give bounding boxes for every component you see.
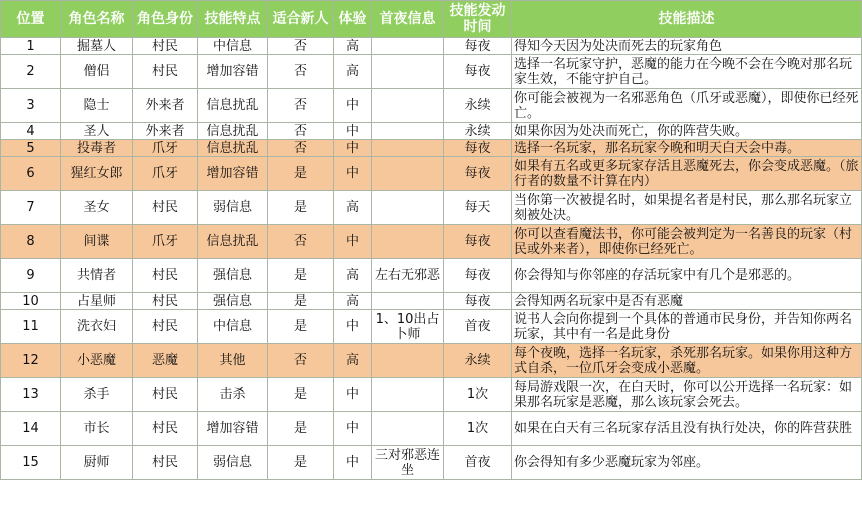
timing-cell: 每夜	[444, 293, 512, 310]
experience-cell: 高	[334, 259, 372, 293]
newbie-cell: 否	[268, 55, 334, 89]
identity-cell: 恶魔	[133, 344, 198, 378]
newbie-cell: 是	[268, 412, 334, 446]
first-night-cell: 三对邪恶连坐	[372, 446, 444, 480]
header-cell: 角色名称	[61, 1, 133, 38]
identity-cell: 爪牙	[133, 140, 198, 157]
experience-cell: 中	[334, 225, 372, 259]
position-cell: 3	[1, 89, 61, 123]
table-row	[1, 446, 862, 480]
trait-cell: 信息扰乱	[198, 140, 268, 157]
timing-cell: 每夜	[444, 225, 512, 259]
experience-cell: 高	[334, 55, 372, 89]
description-cell: 你可能会被视为一名邪恶角色（爪牙或恶魔），即使你已经死亡。	[512, 89, 862, 123]
newbie-cell: 是	[268, 378, 334, 412]
identity-cell: 村民	[133, 191, 198, 225]
role-name-cell: 圣人	[61, 123, 133, 140]
table-row	[1, 140, 862, 157]
table-row	[1, 293, 862, 310]
experience-cell: 中	[334, 157, 372, 191]
role-name-cell: 小恶魔	[61, 344, 133, 378]
first-night-cell	[372, 140, 444, 157]
description-cell: 每个夜晚，选择一名玩家，杀死那名玩家。如果你用这种方式自杀，一位爪牙会变成小恶魔。	[512, 344, 862, 378]
timing-cell: 每天	[444, 191, 512, 225]
table-row	[1, 412, 862, 446]
timing-cell: 永续	[444, 123, 512, 140]
identity-cell: 村民	[133, 446, 198, 480]
role-name-cell: 洗衣妇	[61, 310, 133, 344]
newbie-cell: 是	[268, 191, 334, 225]
description-cell: 你可以查看魔法书，你可能会被判定为一名善良的玩家（村民或外来者），即使你已经死亡。	[512, 225, 862, 259]
first-night-cell	[372, 89, 444, 123]
identity-cell: 外来者	[133, 123, 198, 140]
newbie-cell: 否	[268, 225, 334, 259]
trait-cell: 击杀	[198, 378, 268, 412]
identity-cell: 爪牙	[133, 225, 198, 259]
first-night-cell: 左右无邪恶	[372, 259, 444, 293]
table-row	[1, 157, 862, 191]
description-cell: 如果你因为处决而死亡，你的阵营失败。	[512, 123, 862, 140]
description-cell: 当你第一次被提名时，如果提名者是村民，那么那名玩家立刻被处决。	[512, 191, 862, 225]
identity-cell: 外来者	[133, 89, 198, 123]
position-cell: 6	[1, 157, 61, 191]
identity-cell: 村民	[133, 293, 198, 310]
role-name-cell: 僧侣	[61, 55, 133, 89]
description-cell: 你会得知有多少恶魔玩家为邻座。	[512, 446, 862, 480]
position-cell: 1	[1, 38, 61, 55]
trait-cell: 中信息	[198, 38, 268, 55]
newbie-cell: 是	[268, 446, 334, 480]
header-cell: 位置	[1, 1, 61, 38]
description-cell: 如果在白天有三名玩家存活且没有执行处决，你的阵营获胜	[512, 412, 862, 446]
trait-cell: 强信息	[198, 259, 268, 293]
trait-cell: 信息扰乱	[198, 225, 268, 259]
identity-cell: 爪牙	[133, 157, 198, 191]
experience-cell: 中	[334, 412, 372, 446]
description-cell: 选择一名玩家守护，恶魔的能力在今晚不会在今晚对那名玩家生效，不能守护自己。	[512, 55, 862, 89]
trait-cell: 弱信息	[198, 446, 268, 480]
role-name-cell: 隐士	[61, 89, 133, 123]
experience-cell: 高	[334, 344, 372, 378]
first-night-cell	[372, 225, 444, 259]
experience-cell: 中	[334, 446, 372, 480]
description-cell: 得知今天因为处决而死去的玩家角色	[512, 38, 862, 55]
position-cell: 7	[1, 191, 61, 225]
experience-cell: 高	[334, 191, 372, 225]
role-name-cell: 掘墓人	[61, 38, 133, 55]
table-row	[1, 123, 862, 140]
position-cell: 5	[1, 140, 61, 157]
header-row	[1, 1, 862, 38]
timing-cell: 永续	[444, 344, 512, 378]
experience-cell: 中	[334, 140, 372, 157]
timing-cell: 每夜	[444, 140, 512, 157]
trait-cell: 信息扰乱	[198, 123, 268, 140]
newbie-cell: 否	[268, 123, 334, 140]
experience-cell: 中	[334, 89, 372, 123]
trait-cell: 弱信息	[198, 191, 268, 225]
experience-cell: 中	[334, 378, 372, 412]
role-name-cell: 市长	[61, 412, 133, 446]
newbie-cell: 是	[268, 157, 334, 191]
role-name-cell: 圣女	[61, 191, 133, 225]
experience-cell: 高	[334, 293, 372, 310]
newbie-cell: 是	[268, 259, 334, 293]
description-cell: 你会得知与你邻座的存活玩家中有几个是邪恶的。	[512, 259, 862, 293]
role-name-cell: 间谍	[61, 225, 133, 259]
timing-cell: 每夜	[444, 38, 512, 55]
description-cell: 每局游戏限一次，在白天时，你可以公开选择一名玩家：如果那名玩家是恶魔，那么该玩家会死去。	[512, 378, 862, 412]
first-night-cell	[372, 344, 444, 378]
timing-cell: 首夜	[444, 446, 512, 480]
table-row	[1, 55, 862, 89]
description-cell: 说书人会向你提到一个具体的普通市民身份，并告知你两名玩家，其中有一名是此身份	[512, 310, 862, 344]
role-name-cell: 占星师	[61, 293, 133, 310]
trait-cell: 增加容错	[198, 157, 268, 191]
table-row	[1, 259, 862, 293]
role-name-cell: 投毒者	[61, 140, 133, 157]
position-cell: 4	[1, 123, 61, 140]
position-cell: 11	[1, 310, 61, 344]
header-cell: 首夜信息	[372, 1, 444, 38]
identity-cell: 村民	[133, 378, 198, 412]
position-cell: 15	[1, 446, 61, 480]
header-cell: 技能发动时间	[444, 1, 512, 38]
first-night-cell	[372, 293, 444, 310]
table-row	[1, 191, 862, 225]
position-cell: 2	[1, 55, 61, 89]
identity-cell: 村民	[133, 412, 198, 446]
timing-cell: 每夜	[444, 157, 512, 191]
timing-cell: 1次	[444, 378, 512, 412]
timing-cell: 每夜	[444, 259, 512, 293]
timing-cell: 1次	[444, 412, 512, 446]
trait-cell: 中信息	[198, 310, 268, 344]
first-night-cell	[372, 191, 444, 225]
table-row	[1, 38, 862, 55]
first-night-cell	[372, 38, 444, 55]
table-row	[1, 378, 862, 412]
timing-cell: 每夜	[444, 55, 512, 89]
trait-cell: 其他	[198, 344, 268, 378]
position-cell: 13	[1, 378, 61, 412]
timing-cell: 首夜	[444, 310, 512, 344]
position-cell: 8	[1, 225, 61, 259]
newbie-cell: 是	[268, 310, 334, 344]
identity-cell: 村民	[133, 38, 198, 55]
table-body	[1, 38, 862, 480]
experience-cell: 高	[334, 38, 372, 55]
header-cell: 技能描述	[512, 1, 862, 38]
trait-cell: 信息扰乱	[198, 89, 268, 123]
role-name-cell: 共情者	[61, 259, 133, 293]
trait-cell: 增加容错	[198, 412, 268, 446]
experience-cell: 中	[334, 123, 372, 140]
position-cell: 12	[1, 344, 61, 378]
table-row	[1, 310, 862, 344]
first-night-cell	[372, 157, 444, 191]
newbie-cell: 是	[268, 293, 334, 310]
timing-cell: 永续	[444, 89, 512, 123]
position-cell: 9	[1, 259, 61, 293]
identity-cell: 村民	[133, 310, 198, 344]
table-row	[1, 225, 862, 259]
role-name-cell: 杀手	[61, 378, 133, 412]
position-cell: 10	[1, 293, 61, 310]
header-cell: 角色身份	[133, 1, 198, 38]
newbie-cell: 否	[268, 38, 334, 55]
description-cell: 如果有五名或更多玩家存活且恶魔死去，你会变成恶魔。（旅行者的数量不计算在内）	[512, 157, 862, 191]
trait-cell: 增加容错	[198, 55, 268, 89]
newbie-cell: 否	[268, 344, 334, 378]
first-night-cell: 1、10出占卜师	[372, 310, 444, 344]
header-cell: 体验	[334, 1, 372, 38]
first-night-cell	[372, 123, 444, 140]
first-night-cell	[372, 55, 444, 89]
position-cell: 14	[1, 412, 61, 446]
header-cell: 适合新人	[268, 1, 334, 38]
role-name-cell: 厨师	[61, 446, 133, 480]
trait-cell: 强信息	[198, 293, 268, 310]
description-cell: 选择一名玩家，那名玩家今晚和明天白天会中毒。	[512, 140, 862, 157]
newbie-cell: 否	[268, 140, 334, 157]
identity-cell: 村民	[133, 55, 198, 89]
newbie-cell: 否	[268, 89, 334, 123]
experience-cell: 中	[334, 310, 372, 344]
role-name-cell: 猩红女郎	[61, 157, 133, 191]
description-cell: 会得知两名玩家中是否有恶魔	[512, 293, 862, 310]
header-cell: 技能特点	[198, 1, 268, 38]
table-row	[1, 344, 862, 378]
first-night-cell	[372, 378, 444, 412]
table-row	[1, 89, 862, 123]
identity-cell: 村民	[133, 259, 198, 293]
first-night-cell	[372, 412, 444, 446]
